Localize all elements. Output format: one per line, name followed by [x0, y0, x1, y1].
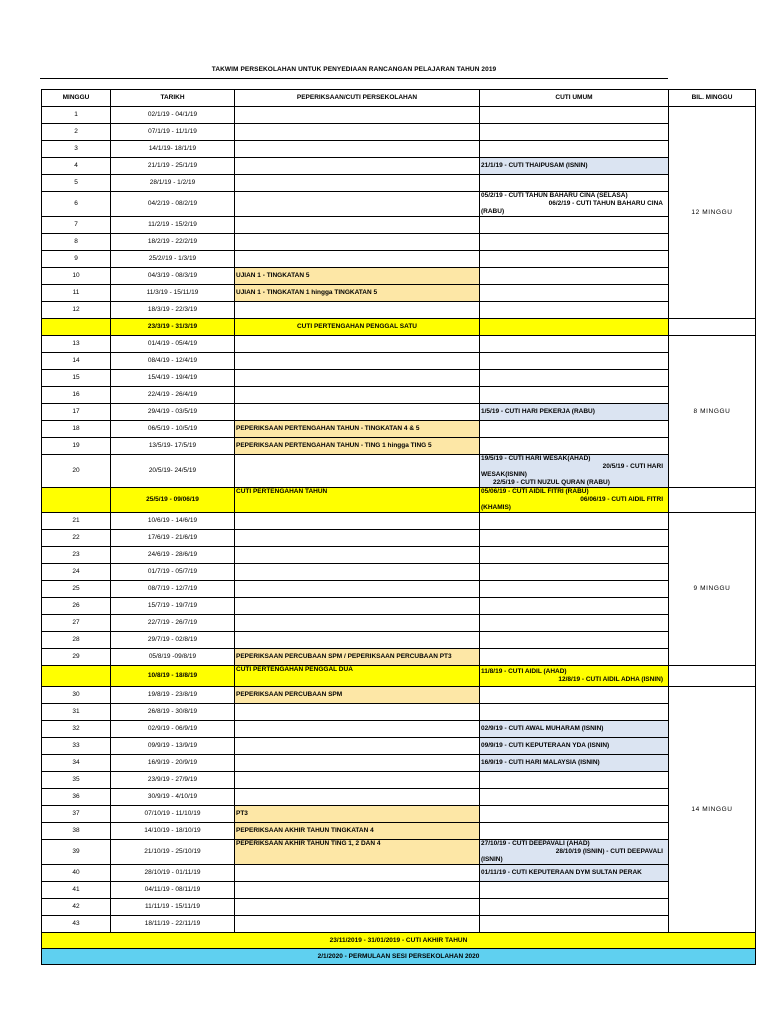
exam-cell	[235, 738, 480, 755]
header-cuti-umum: CUTI UMUM	[480, 90, 669, 107]
week-dates: 04/11/19 - 08/11/19	[111, 882, 235, 899]
table-row	[42, 916, 756, 933]
table-row	[42, 268, 756, 285]
holiday-cell	[480, 438, 669, 455]
term-break-row	[42, 319, 756, 336]
week-number: 27	[42, 615, 111, 632]
holiday-line: 19/5/19 - CUTI HARI WESAK(AHAD)	[481, 455, 591, 462]
exam-cell: PT3	[235, 806, 480, 823]
holiday-cell	[480, 704, 669, 721]
week-number: 6	[42, 192, 111, 217]
holiday-line: 06/2/19 - CUTI TAHUN BAHARU CINA	[548, 200, 663, 207]
term-week-count: 8 MINGGU	[669, 336, 756, 488]
week-dates: 07/1/19 - 11/1/19	[111, 124, 235, 141]
holiday-line: 12/8/19 - CUTI AIDIL ADHA (ISNIN)	[558, 676, 663, 683]
week-number: 19	[42, 438, 111, 455]
week-number: 39	[42, 840, 111, 865]
week-dates: 04/2/19 - 08/2/19	[111, 192, 235, 217]
week-number: 16	[42, 387, 111, 404]
holiday-cell	[480, 564, 669, 581]
new-session-label: 2/1/2020 - PERMULAAN SESI PERSEKOLAHAN 2020	[42, 949, 756, 965]
table-row	[42, 107, 756, 124]
break-dates: 25/5/19 - 09/06/19	[111, 488, 235, 513]
exam-cell	[235, 882, 480, 899]
break-dates: 23/3/19 - 31/3/19	[111, 319, 235, 336]
holiday-cell	[480, 124, 669, 141]
calendar-table	[41, 89, 756, 965]
holiday-cell	[480, 823, 669, 840]
exam-cell: PEPERIKSAAN PERCUBAAN SPM / PEPERIKSAAN PERCUBAAN PT3	[235, 649, 480, 666]
week-dates: 10/6/19 - 14/6/19	[111, 513, 235, 530]
term-break-row	[42, 488, 756, 513]
holiday-cell	[480, 806, 669, 823]
holiday-cell	[480, 234, 669, 251]
exam-cell: PEPERIKSAAN AKHIR TAHUN TINGKATAN 4	[235, 823, 480, 840]
exam-cell	[235, 615, 480, 632]
table-row	[42, 513, 756, 530]
exam-cell	[235, 336, 480, 353]
week-dates: 11/3/19 - 15/11/19	[111, 285, 235, 302]
exam-cell	[235, 217, 480, 234]
holiday-cell	[480, 772, 669, 789]
table-row	[42, 141, 756, 158]
holiday-line: 22/5/19 - CUTI NUZUL QURAN (RABU)	[493, 479, 610, 486]
table-row	[42, 530, 756, 547]
table-row	[42, 738, 756, 755]
week-number: 1	[42, 107, 111, 124]
week-dates: 23/9/19 - 27/9/19	[111, 772, 235, 789]
week-dates: 25/2//19 - 1/3/19	[111, 251, 235, 268]
holiday-line: WESAK(ISNIN)	[481, 471, 527, 478]
week-dates: 26/8/19 - 30/8/19	[111, 704, 235, 721]
table-row	[42, 158, 756, 175]
week-dates: 15/7/19 - 19/7/19	[111, 598, 235, 615]
table-row	[42, 547, 756, 564]
exam-cell	[235, 772, 480, 789]
exam-cell	[235, 513, 480, 530]
table-row	[42, 704, 756, 721]
table-row	[42, 615, 756, 632]
holiday-cell	[480, 598, 669, 615]
week-number: 38	[42, 823, 111, 840]
holiday-cell: 1/5/19 - CUTI HARI PEKERJA (RABU)	[480, 404, 669, 421]
table-row	[42, 564, 756, 581]
exam-cell: UJIAN 1 - TINGKATAN 1 hingga TINGKATAN 5	[235, 285, 480, 302]
exam-cell	[235, 302, 480, 319]
exam-cell	[235, 530, 480, 547]
holiday-line: 20/5/19 - CUTI HARI	[602, 463, 663, 470]
table-row	[42, 649, 756, 666]
document-title: TAKWIM PERSEKOLAHAN UNTUK PENYEDIAAN RANCANGAN PELAJARAN TAHUN 2019	[211, 66, 497, 73]
holiday-line: 28/10/19 (ISNIN) - CUTI DEEPAVALI	[555, 848, 663, 855]
week-dates: 22/4/19 - 26/4/19	[111, 387, 235, 404]
exam-cell	[235, 175, 480, 192]
holiday-cell	[480, 882, 669, 899]
break-bil-cell	[669, 319, 756, 336]
holiday-line: 06/06/19 - CUTI AIDIL FITRI	[580, 496, 663, 503]
break-label: CUTI PERTENGAHAN PENGGAL DUA	[235, 666, 480, 687]
year-end-break-row	[42, 933, 756, 949]
table-row	[42, 404, 756, 421]
holiday-cell	[480, 513, 669, 530]
holiday-cell	[480, 141, 669, 158]
break-holiday-cell	[480, 666, 669, 687]
holiday-cell	[480, 615, 669, 632]
holiday-cell	[480, 840, 669, 865]
break-holiday-cell	[480, 488, 669, 513]
holiday-cell: 01/11/19 - CUTI KEPUTERAAN DYM SULTAN PERAK	[480, 865, 669, 882]
week-number: 26	[42, 598, 111, 615]
holiday-line: 11/8/19 - CUTI AIDIL (AHAD)	[481, 668, 567, 675]
week-number: 41	[42, 882, 111, 899]
table-row	[42, 721, 756, 738]
week-number: 13	[42, 336, 111, 353]
holiday-cell	[480, 251, 669, 268]
week-dates: 08/7/19 - 12/7/19	[111, 581, 235, 598]
week-dates: 01/7/19 - 05/7/19	[111, 564, 235, 581]
title-rule	[40, 78, 668, 79]
table-row	[42, 234, 756, 251]
holiday-line: 05/06/19 - CUTI AIDIL FITRI (RABU)	[481, 488, 589, 495]
holiday-line: (ISNIN)	[481, 856, 503, 863]
table-row	[42, 899, 756, 916]
week-dates: 22/7/19 - 26/7/19	[111, 615, 235, 632]
week-dates: 19/8/19 - 23/8/19	[111, 687, 235, 704]
week-dates: 28/10/19 - 01/11/19	[111, 865, 235, 882]
week-number: 31	[42, 704, 111, 721]
holiday-cell	[480, 285, 669, 302]
week-number: 4	[42, 158, 111, 175]
week-number: 17	[42, 404, 111, 421]
week-number: 3	[42, 141, 111, 158]
term-break-row	[42, 666, 756, 687]
week-dates: 30/9/19 - 4/10/19	[111, 789, 235, 806]
break-bil-cell	[669, 666, 756, 687]
table-row	[42, 387, 756, 404]
table-row	[42, 772, 756, 789]
table-row	[42, 865, 756, 882]
holiday-line: 05/2/19 - CUTI TAHUN BAHARU CINA (SELASA)	[481, 192, 628, 199]
break-label: CUTI PERTENGAHAN PENGGAL SATU	[235, 319, 480, 336]
holiday-cell: 02/9/19 - CUTI AWAL MUHARAM (ISNIN)	[480, 721, 669, 738]
holiday-cell	[480, 530, 669, 547]
week-number: 8	[42, 234, 111, 251]
holiday-cell	[480, 421, 669, 438]
exam-cell	[235, 387, 480, 404]
week-number: 43	[42, 916, 111, 933]
week-dates: 28/1/19 - 1/2/19	[111, 175, 235, 192]
table-row	[42, 438, 756, 455]
week-number: 40	[42, 865, 111, 882]
week-number: 18	[42, 421, 111, 438]
week-number: 23	[42, 547, 111, 564]
holiday-cell	[480, 370, 669, 387]
week-number: 21	[42, 513, 111, 530]
exam-cell	[235, 251, 480, 268]
holiday-cell: 16/9/19 - CUTI HARI MALAYSIA (ISNIN)	[480, 755, 669, 772]
week-number: 14	[42, 353, 111, 370]
week-dates: 24/6/19 - 28/6/19	[111, 547, 235, 564]
exam-cell	[235, 704, 480, 721]
table-row	[42, 455, 756, 488]
table-row	[42, 806, 756, 823]
week-number: 30	[42, 687, 111, 704]
holiday-cell	[480, 581, 669, 598]
week-dates: 15/4/19 - 19/4/19	[111, 370, 235, 387]
week-number: 22	[42, 530, 111, 547]
break-holiday-cell	[480, 319, 669, 336]
week-dates: 18/11/19 - 22/11/19	[111, 916, 235, 933]
holiday-cell	[480, 387, 669, 404]
table-row	[42, 175, 756, 192]
week-dates: 17/6/19 - 21/6/19	[111, 530, 235, 547]
exam-cell	[235, 755, 480, 772]
week-number: 15	[42, 370, 111, 387]
new-session-row	[42, 949, 756, 965]
table-row	[42, 217, 756, 234]
exam-cell: PEPERIKSAAN AKHIR TAHUN TING 1, 2 DAN 4	[235, 840, 480, 865]
week-dates: 14/10/19 - 18/10/19	[111, 823, 235, 840]
week-number: 12	[42, 302, 111, 319]
week-dates: 01/4/19 - 05/4/19	[111, 336, 235, 353]
table-row	[42, 823, 756, 840]
exam-cell	[235, 158, 480, 175]
table-row	[42, 336, 756, 353]
table-row	[42, 687, 756, 704]
exam-cell	[235, 141, 480, 158]
table-row	[42, 285, 756, 302]
week-dates: 29/7/19 - 02/8/19	[111, 632, 235, 649]
week-dates: 18/2/19 - 22/2/19	[111, 234, 235, 251]
week-dates: 21/1/19 - 25/1/19	[111, 158, 235, 175]
table-row	[42, 124, 756, 141]
week-dates: 18/3/19 - 22/3/19	[111, 302, 235, 319]
year-end-break-label: 23/11/2019 - 31/01/2019 - CUTI AKHIR TAHUN	[42, 933, 756, 949]
term-week-count: 9 MINGGU	[669, 513, 756, 666]
week-dates: 02/9/19 - 06/9/19	[111, 721, 235, 738]
week-dates: 06/5/19 - 10/5/19	[111, 421, 235, 438]
exam-cell	[235, 107, 480, 124]
week-number: 34	[42, 755, 111, 772]
week-dates: 13/5/19- 17/5/19	[111, 438, 235, 455]
week-number: 20	[42, 455, 111, 488]
week-number: 29	[42, 649, 111, 666]
week-number: 25	[42, 581, 111, 598]
header-row	[42, 90, 756, 107]
exam-cell	[235, 721, 480, 738]
table-row	[42, 882, 756, 899]
exam-cell	[235, 632, 480, 649]
table-row	[42, 251, 756, 268]
table-row	[42, 353, 756, 370]
term-week-count: 14 MINGGU	[669, 687, 756, 933]
week-number: 32	[42, 721, 111, 738]
header-tarikh: TARIKH	[111, 90, 235, 107]
exam-cell: UJIAN 1 - TINGKATAN 5	[235, 268, 480, 285]
exam-cell	[235, 865, 480, 882]
week-number: 2	[42, 124, 111, 141]
week-dates: 02/1/19 - 04/1/19	[111, 107, 235, 124]
table-row	[42, 421, 756, 438]
holiday-cell	[480, 302, 669, 319]
holiday-line: (KHAMIS)	[481, 504, 511, 511]
table-row	[42, 581, 756, 598]
table-row	[42, 789, 756, 806]
holiday-cell	[480, 916, 669, 933]
week-number: 35	[42, 772, 111, 789]
holiday-cell	[480, 175, 669, 192]
week-number: 11	[42, 285, 111, 302]
week-number: 28	[42, 632, 111, 649]
week-dates: 07/10/19 - 11/10/19	[111, 806, 235, 823]
holiday-cell	[480, 649, 669, 666]
break-week-number	[42, 319, 111, 336]
exam-cell: PEPERIKSAAN PERTENGAHAN TAHUN - TING 1 hingga TING 5	[235, 438, 480, 455]
exam-cell	[235, 581, 480, 598]
table-row	[42, 302, 756, 319]
break-week-number	[42, 488, 111, 513]
week-dates: 09/9/19 - 13/9/19	[111, 738, 235, 755]
exam-cell	[235, 455, 480, 488]
exam-cell	[235, 899, 480, 916]
week-dates: 11/2/19 - 15/2/19	[111, 217, 235, 234]
break-dates: 10/8/19 - 18/8/19	[111, 666, 235, 687]
exam-cell: PEPERIKSAAN PERTENGAHAN TAHUN - TINGKATAN 4 & 5	[235, 421, 480, 438]
holiday-cell	[480, 687, 669, 704]
break-week-number	[42, 666, 111, 687]
exam-cell	[235, 564, 480, 581]
exam-cell	[235, 124, 480, 141]
week-number: 37	[42, 806, 111, 823]
week-dates: 08/4/19 - 12/4/19	[111, 353, 235, 370]
exam-cell	[235, 916, 480, 933]
header-minggu: MINGGU	[42, 90, 111, 107]
table-row	[42, 632, 756, 649]
week-dates: 21/10/19 - 25/10/19	[111, 840, 235, 865]
holiday-cell: 21/1/19 - CUTI THAIPUSAM (ISNIN)	[480, 158, 669, 175]
holiday-cell: 09/9/19 - CUTI KEPUTERAAN YDA (ISNIN)	[480, 738, 669, 755]
exam-cell	[235, 598, 480, 615]
holiday-cell	[480, 192, 669, 217]
holiday-cell	[480, 455, 669, 488]
exam-cell	[235, 404, 480, 421]
break-label: CUTI PERTENGAHAN TAHUN	[235, 488, 480, 513]
holiday-cell	[480, 789, 669, 806]
exam-cell	[235, 234, 480, 251]
holiday-line: 27/10/19 - CUTI DEEPAVALI (AHAD)	[481, 840, 590, 847]
exam-cell	[235, 353, 480, 370]
holiday-cell	[480, 899, 669, 916]
week-dates: 16/9/19 - 20/9/19	[111, 755, 235, 772]
table-row	[42, 840, 756, 865]
week-number: 24	[42, 564, 111, 581]
week-number: 5	[42, 175, 111, 192]
week-number: 7	[42, 217, 111, 234]
header-bil-minggu: BIL. MINGGU	[669, 90, 756, 107]
week-dates: 20/5/19- 24/5/19	[111, 455, 235, 488]
week-number: 33	[42, 738, 111, 755]
week-number: 42	[42, 899, 111, 916]
table-row	[42, 370, 756, 387]
exam-cell	[235, 789, 480, 806]
exam-cell	[235, 370, 480, 387]
week-dates: 11/11/19 - 15/11/19	[111, 899, 235, 916]
week-dates: 04/3/19 - 08/3/19	[111, 268, 235, 285]
table-row	[42, 192, 756, 217]
week-number: 36	[42, 789, 111, 806]
holiday-cell	[480, 632, 669, 649]
week-number: 10	[42, 268, 111, 285]
holiday-cell	[480, 268, 669, 285]
holiday-line: (RABU)	[481, 208, 505, 215]
week-dates: 29/4/19 - 03/5/19	[111, 404, 235, 421]
exam-cell	[235, 547, 480, 564]
term-week-count: 12 MINGGU	[669, 107, 756, 319]
exam-cell	[235, 192, 480, 217]
break-bil-cell	[669, 488, 756, 513]
week-dates: 05/8/19 -09/8/19	[111, 649, 235, 666]
holiday-cell	[480, 217, 669, 234]
holiday-cell	[480, 547, 669, 564]
holiday-cell	[480, 353, 669, 370]
header-peperiksaan: PEPERIKSAAN/CUTI PERSEKOLAHAN	[235, 90, 480, 107]
holiday-cell	[480, 107, 669, 124]
week-number: 9	[42, 251, 111, 268]
week-dates: 14/1/19- 18/1/19	[111, 141, 235, 158]
table-row	[42, 755, 756, 772]
table-row	[42, 598, 756, 615]
exam-cell: PEPERIKSAAN PERCUBAAN SPM	[235, 687, 480, 704]
holiday-cell	[480, 336, 669, 353]
